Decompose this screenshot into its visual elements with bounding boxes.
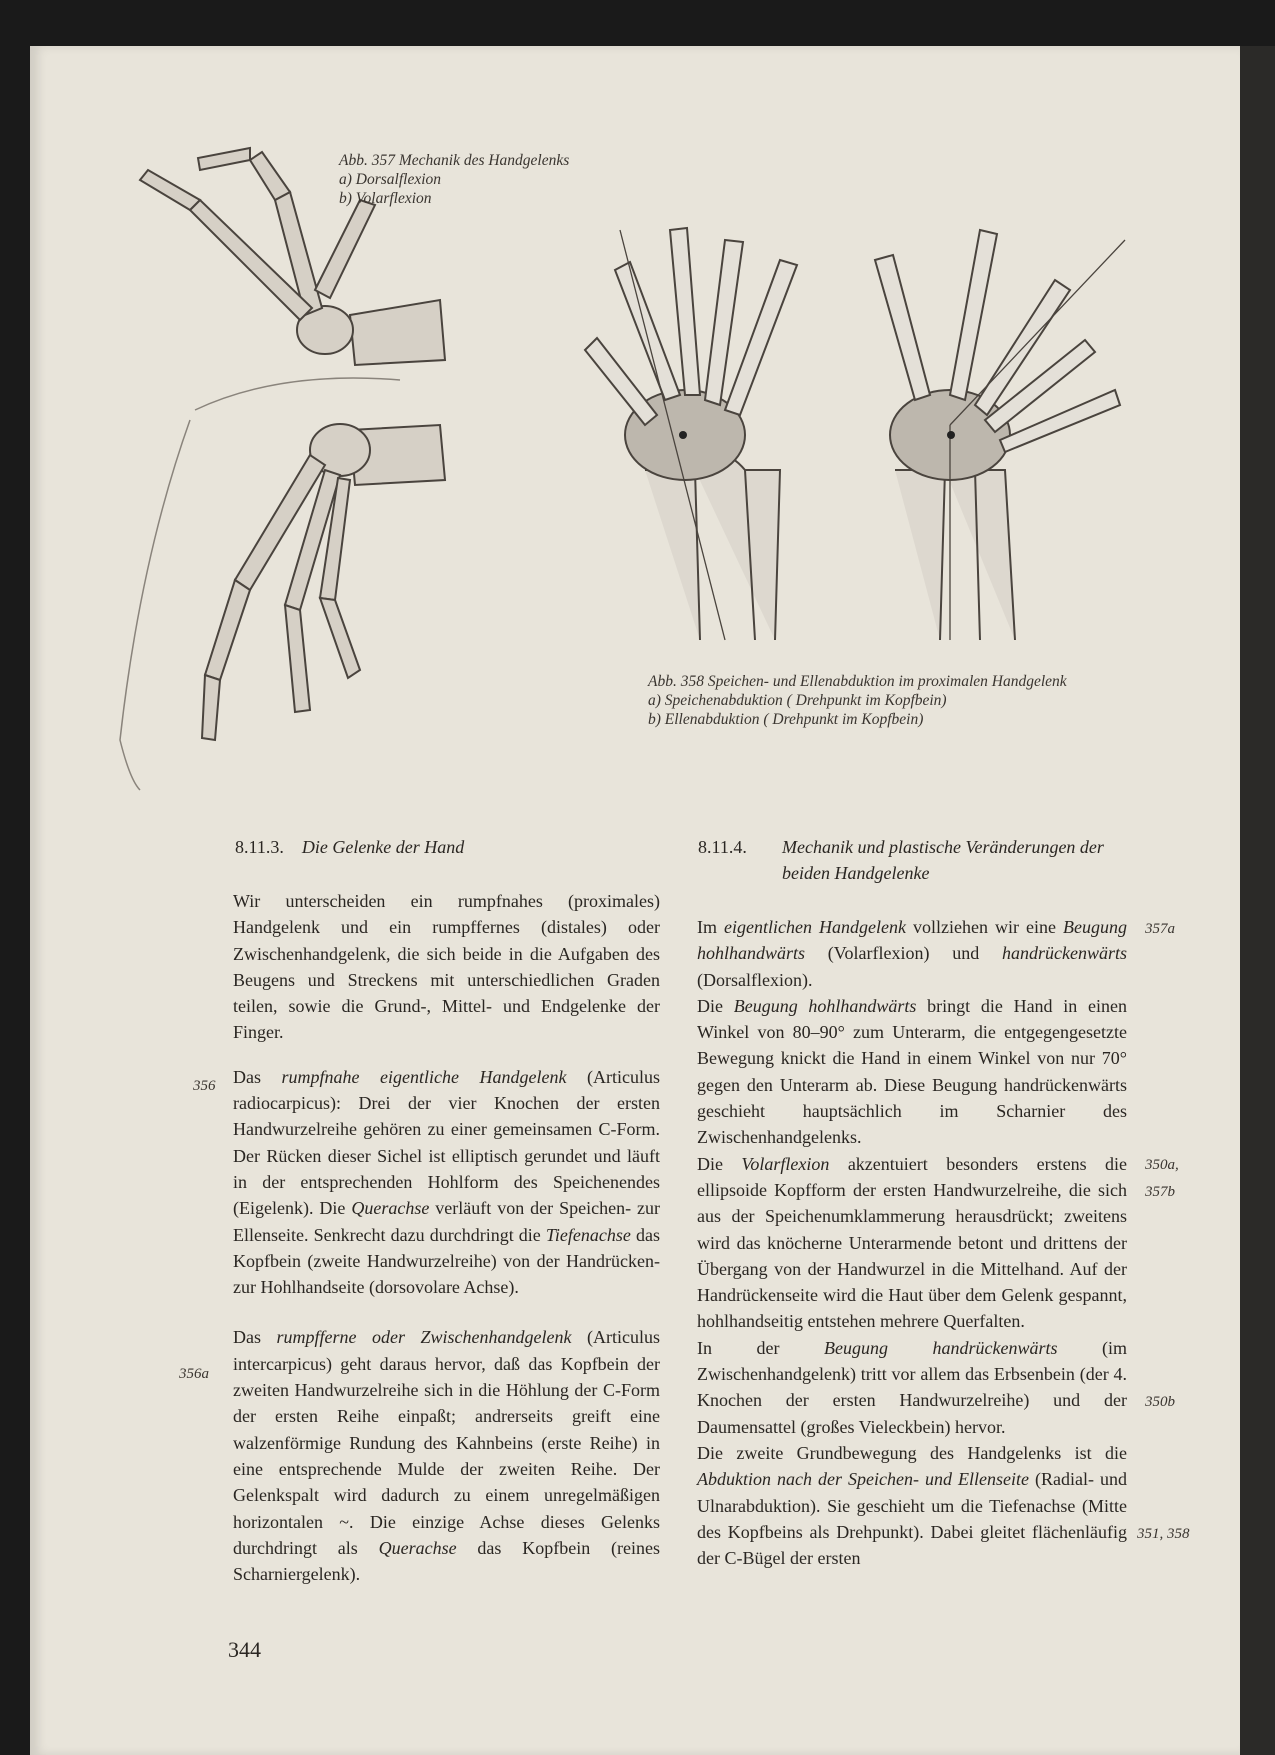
left-p2-text-b: verläuft von der Speichen- zur Ellenseite. Senkrecht dazu durchdringt die: [233, 1198, 660, 1245]
figure-358-title: Abb. 358 Speichen- und Ellenabduktion im proximalen Handgelenk: [648, 673, 1067, 690]
right-paragraph-5: [697, 1440, 1127, 1571]
right-p1-emphasis: eigentlichen Handgelenk: [724, 917, 906, 937]
left-p3-emphasis-2: Querachse: [378, 1537, 457, 1558]
margin-note-357a: 357a: [1145, 921, 1175, 937]
right-p3-emphasis: Volarflexion: [741, 1153, 830, 1174]
right-p1-emphasis-2: Beugung hohlhandwärts: [697, 917, 1127, 964]
margin-note-350b: 350b: [1145, 1394, 1175, 1410]
right-p5-text-a: (Radial- und Ulnarabduktion). Sie geschieht um die Tiefenachse (Mitte des Kopfbeins als Drehpunkt). Dabei gleitet flächenläufig der C-Bügel der ersten: [697, 1469, 1127, 1569]
figure-357-caption: [339, 151, 569, 208]
left-paragraph-2: [233, 1064, 660, 1301]
right-column-body: [697, 914, 1127, 1571]
figure-357-title: Abb. 357 Mechanik des Handgelenks: [339, 152, 570, 169]
right-p2-text-start: Die: [697, 995, 734, 1016]
right-p1-text-start: Im: [697, 917, 725, 937]
figure-358-item-b: b) Ellenabduktion ( Drehpunkt im Kopfbein): [648, 711, 924, 728]
right-paragraph-4: [697, 1335, 1127, 1440]
left-p3-text-start: Das: [233, 1327, 277, 1348]
right-p2-text-a: bringt die Hand in einen Winkel von 80–90° zum Unterarm, die entgegengesetzte Bewegung knickt die Hand in einem Winkel von nur 70° gegen den Unterarm ab. Diese Beugung handrückenwärts geschieht hauptsächlich im Scharnier des Zwischenhandgelenks.: [697, 995, 1127, 1148]
right-p5-text-start: Die zweite Grundbewegung des Handgelenks ist die: [697, 1442, 1127, 1463]
right-p4-emphasis: Beugung handrückenwärts: [824, 1337, 1058, 1358]
left-p2-text-start: Das: [233, 1066, 282, 1087]
right-paragraph-2: [697, 993, 1127, 1151]
left-p2-text-a: (Articulus radiocarpicus): Drei der vier Knochen der ersten Handwurzelreihe gehören zu einer gemeinsamen C-Form. Der Rücken dieser Sichel ist elliptisch gerundet und läuft in der entsprechenden Hohlform des Speichenendes (Eigelenk). Die: [233, 1066, 660, 1219]
right-heading-number: 8.11.4.: [698, 837, 747, 857]
figure-357-item-b: b) Volarflexion: [339, 190, 432, 207]
margin-note-356a: 356a: [179, 1366, 209, 1382]
left-p3-text-b: das Kopfbein (reines Scharniergelenk).: [233, 1537, 660, 1585]
left-p3-emphasis: rumpfferne oder Zwischenhandgelenk: [276, 1327, 572, 1348]
right-section-heading: [698, 834, 1138, 886]
right-paragraph-1: [697, 914, 1127, 993]
figure-358-caption: [648, 672, 1067, 729]
margin-note-351-358: 351, 358: [1137, 1526, 1190, 1542]
right-p1-text-b: (Volarflexion) und: [805, 943, 1002, 964]
page-number: 344: [228, 1637, 261, 1662]
figure-357-item-a: a) Dorsalflexion: [339, 171, 442, 188]
right-p1-emphasis-3: handrückenwärts: [1002, 943, 1127, 964]
left-paragraph-3: [233, 1324, 660, 1587]
right-p1-text-c: (Dorsalflexion).: [697, 969, 813, 990]
left-p2-emphasis: rumpfnahe eigentliche Handgelenk: [281, 1066, 567, 1087]
margin-note-356: 356: [193, 1078, 216, 1094]
left-p2-text-c: das Kopfbein (zweite Handwurzelreihe) von der Handrücken- zur Hohlhandseite (dorsovolare Achse).: [233, 1224, 660, 1298]
right-p4-text-start: In der: [697, 1337, 824, 1358]
left-p3-text-a: (Articulus intercarpicus) geht daraus hervor, daß das Kopfbein der zweiten Handwurzelreihe sich in die Höhlung der C-Form der ersten Reihe einpaßt; andrerseits greift eine walzenförmige Rundung des Kahnbeins (erste Reihe) in eine entsprechende Mulde der zweiten Reihe. Der Gelenkspalt wird dadurch zu einem unregelmäßigen horizontalen ~. Die einzige Achse dieses Gelenks durchdringt als: [233, 1327, 660, 1558]
margin-note-350a: 350a,: [1145, 1157, 1179, 1173]
left-heading-number: 8.11.3.: [235, 837, 284, 857]
left-paragraph-1: Wir unterscheiden ein rumpfnahes (proximales) Handgelenk und ein rumpffernes (distales) oder Zwischenhandgelenk, die sich beide in die Aufgaben des Beugens und Streckens mit unterschiedlichen Graden teilen, sowie die Grund-, Mittel- und Endgelenke der Finger.: [233, 891, 660, 1043]
figure-357-hand-skeleton: [100, 140, 460, 830]
right-p4-text-a: (im Zwischenhandgelenk) tritt vor allem das Erbsenbein (der 4. Knochen der ersten Handwurzelreihe) und der Daumensattel (großes Vieleckbein) hervor.: [697, 1337, 1127, 1437]
left-p2-emphasis-2: Querachse: [351, 1198, 430, 1219]
margin-note-357b: 357b: [1145, 1184, 1175, 1200]
left-p2-emphasis-3: Tiefenachse: [545, 1224, 631, 1245]
figure-358-item-a: a) Speichenabduktion ( Drehpunkt im Kopfbein): [648, 692, 947, 709]
opposite-page-edge: [1240, 46, 1275, 1755]
right-p2-emphasis: Beugung hohlhandwärts: [733, 995, 917, 1016]
right-p3-text-start: Die: [697, 1153, 742, 1174]
right-paragraph-3: [697, 1151, 1127, 1335]
right-p5-emphasis: Abduktion nach der Speichen- und Ellenseite: [697, 1469, 1029, 1490]
left-section-heading: [235, 834, 464, 860]
left-heading-title: Die Gelenke der Hand: [301, 837, 465, 857]
left-column-body: [233, 888, 660, 1587]
right-heading-title: Mechanik und plastische Veränderungen der beiden Handgelenke: [782, 837, 1104, 883]
right-p3-text-a: akzentuiert besonders erstens die ellipsoide Kopfform der ersten Handwurzelreihe, die sich aus der Speichenumklammerung herausdrückt; zweitens wird das knöcherne Unterarmende betont und drittens der Übergang von der Handwurzel in die Mittelhand. Auf der Handrückenseite wird die Haut über dem Gelenk gespannt, hohlhandseitig entstehen mehrere Querfalten.: [697, 1153, 1127, 1332]
right-p1-text-a: vollziehen wir eine: [905, 917, 1064, 937]
figure-358-wrist-abduction: [575, 210, 1165, 650]
